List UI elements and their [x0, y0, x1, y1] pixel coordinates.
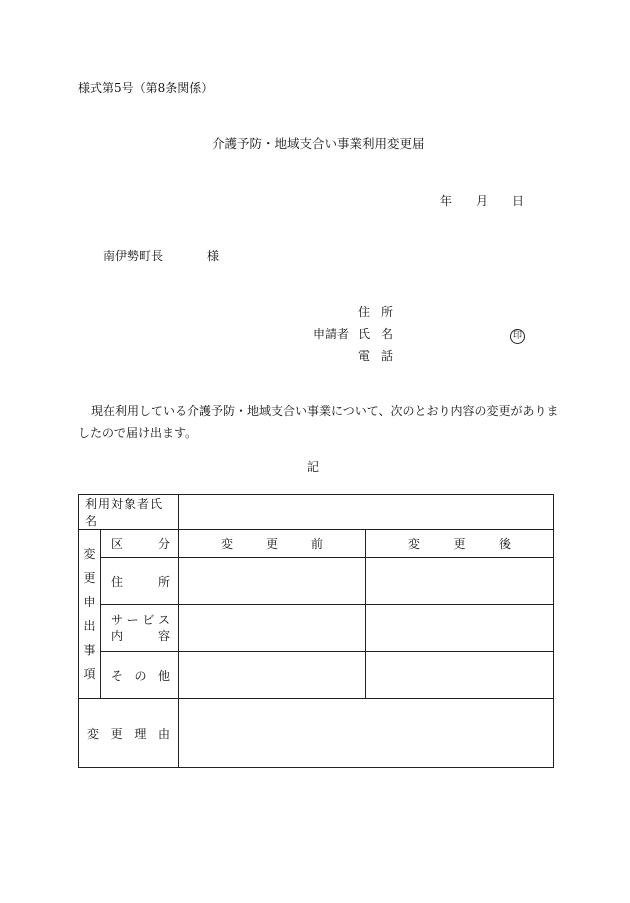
- document-title: 介護予防・地域支合い事業利用変更届: [212, 136, 425, 151]
- change-section-label: 変 更 申 出 事 項: [79, 530, 101, 699]
- body-text-line-2: したので届け出ます。: [78, 426, 198, 440]
- user-name-label-cell: [79, 495, 179, 530]
- service-before-value[interactable]: [179, 605, 366, 652]
- applicant-address-char-2: 所: [381, 305, 394, 319]
- other-row-label: そ の 他: [101, 652, 179, 699]
- address-row-label: 住 所: [101, 558, 179, 605]
- other-before-value[interactable]: [179, 652, 366, 699]
- before-change-header: 変 更 前: [179, 530, 366, 558]
- user-name-label: 利用対象者氏名: [85, 497, 164, 528]
- address-after-value[interactable]: [366, 558, 554, 605]
- change-reason-label: 変 更 理 由: [79, 699, 179, 768]
- form-number: 様式第5号（第8条関係）: [78, 81, 214, 95]
- applicant-phone-char-2: 話: [381, 349, 394, 363]
- seal-mark: [510, 326, 525, 344]
- ki-heading: 記: [307, 460, 320, 474]
- service-content-row-label: サ ー ビ ス 内 容: [101, 605, 179, 652]
- change-form-table: [78, 494, 554, 768]
- user-name-value[interactable]: [179, 495, 554, 530]
- body-text-line-1: 現在利用している介護予防・地域支合い事業について、次のとおり内容の変更がありま: [91, 404, 559, 418]
- date-day-label: 日: [512, 194, 525, 208]
- address-before-value[interactable]: [179, 558, 366, 605]
- applicant-address-char-1: 住: [358, 305, 371, 319]
- applicant-label: 申請者: [313, 327, 350, 341]
- after-change-header: 変 更 後: [366, 530, 554, 558]
- service-after-value[interactable]: [366, 605, 554, 652]
- change-reason-value[interactable]: [179, 699, 554, 768]
- applicant-phone-char-1: 電: [358, 349, 371, 363]
- addressee-honorific: 様: [207, 249, 220, 263]
- addressee-name: 南伊勢町長: [103, 249, 164, 263]
- date-month-label: 月: [476, 194, 489, 208]
- seal-icon: 印: [510, 329, 525, 344]
- date-year-label: 年: [440, 194, 453, 208]
- other-after-value[interactable]: [366, 652, 554, 699]
- applicant-name-char-1: 氏: [358, 327, 371, 341]
- category-header: 区 分: [101, 530, 179, 558]
- applicant-name-char-2: 名: [381, 327, 394, 341]
